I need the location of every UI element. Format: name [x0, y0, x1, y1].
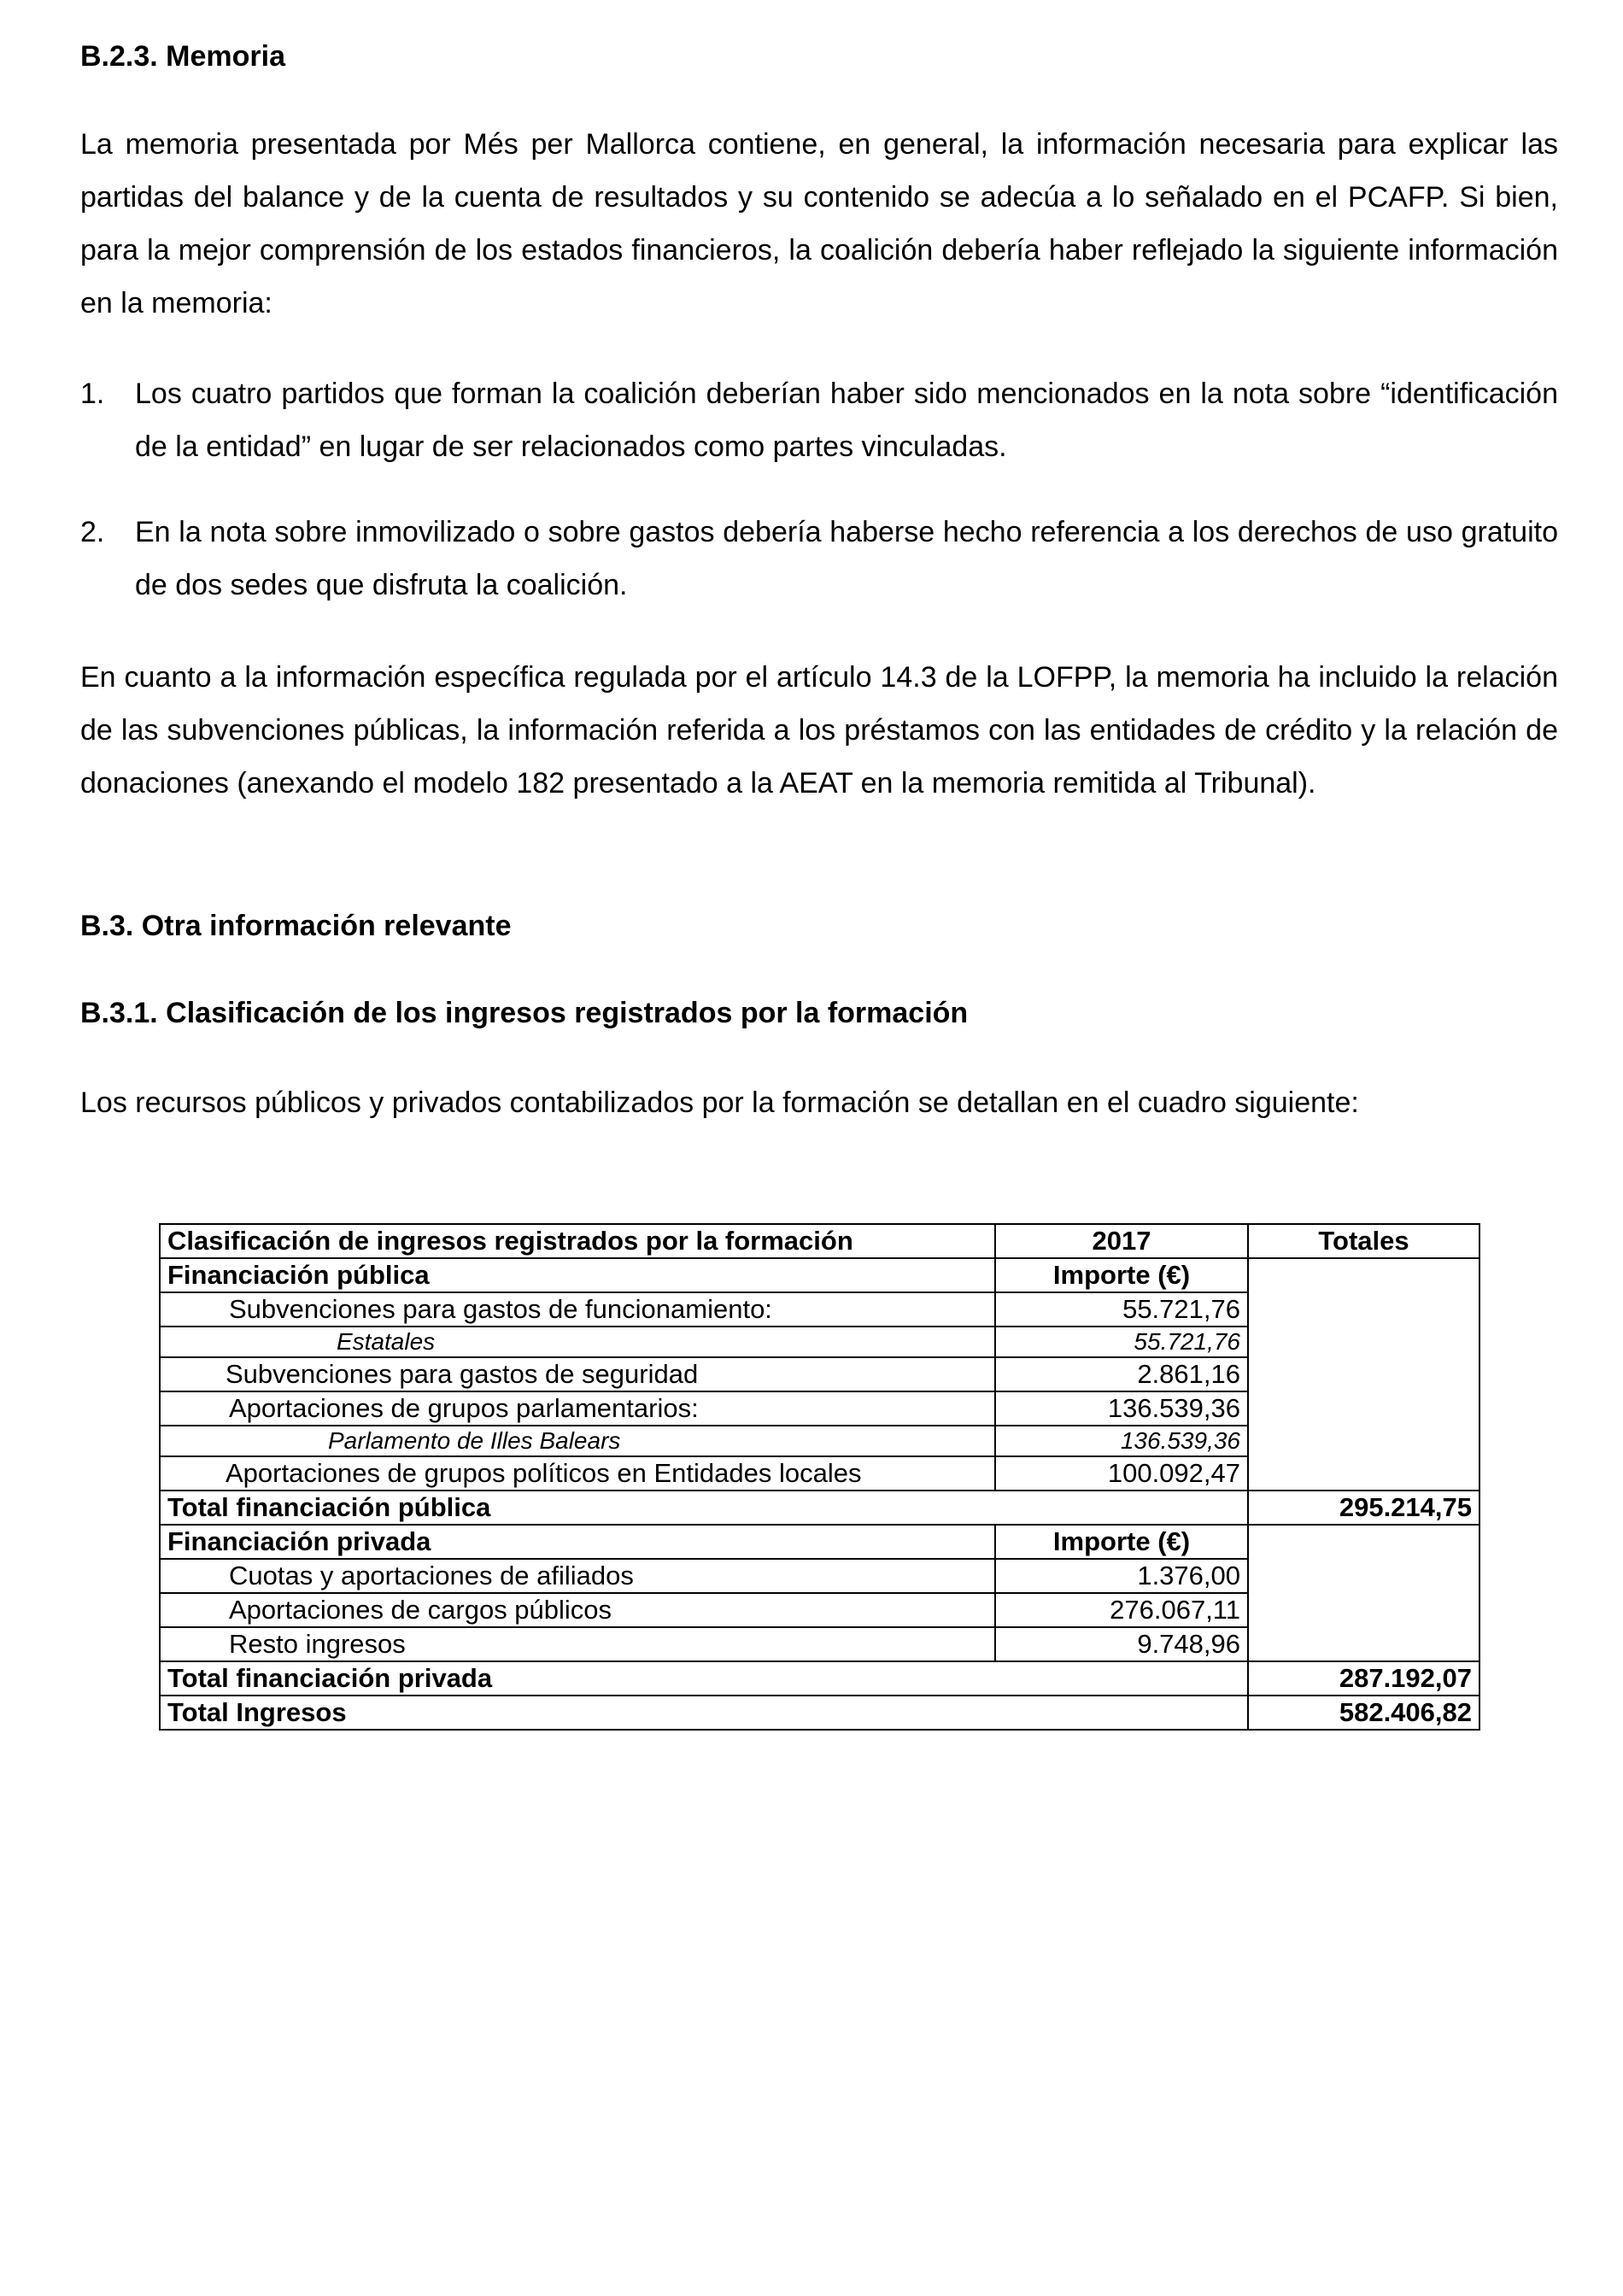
list-item-text: En la nota sobre inmovilizado o sobre gastos debería haberse hecho referencia a los derechos de uso gratuito de dos sedes que disfruta la coalición. [135, 516, 1558, 601]
row-value: 2.861,16 [995, 1357, 1248, 1391]
row-label: Subvenciones para gastos de funcionamiento: [160, 1292, 995, 1327]
amount-header-private: Importe (€) [995, 1525, 1248, 1559]
section-heading-other-info: B.3. Otra información relevante [80, 910, 512, 942]
grand-total-label: Total Ingresos [160, 1696, 1248, 1730]
row-label: Resto ingresos [160, 1627, 995, 1661]
total-value-public: 295.214,75 [1248, 1491, 1479, 1525]
total-value-private: 287.192,07 [1248, 1661, 1479, 1696]
amount-header-public: Importe (€) [995, 1258, 1248, 1292]
table-total-row-private [160, 1661, 1479, 1696]
row-value: 136.539,36 [995, 1426, 1248, 1456]
header-cell-classification: Clasificación de ingresos registrados por la formación [160, 1224, 995, 1258]
row-label: Subvenciones para gastos de seguridad [160, 1357, 995, 1391]
income-classification-table [159, 1223, 1480, 1731]
row-value: 55.721,76 [995, 1292, 1248, 1327]
table-total-row-public [160, 1491, 1479, 1525]
header-cell-year: 2017 [995, 1224, 1248, 1258]
list-item-number: 1. [80, 378, 105, 410]
section-heading-memoria: B.2.3. Memoria [80, 40, 285, 73]
row-value: 9.748,96 [995, 1627, 1248, 1661]
specific-info-paragraph: En cuanto a la información específica regulada por el artículo 14.3 de la LOFPP, la memoria ha incluido la relación de las subvenciones públicas, la información referida a los préstamos con las entidades de crédito y la relación de donaciones (anexando el modelo 182 presentado a la AEAT en la memoria remitida al Tribunal). [80, 661, 1558, 800]
row-label: Estatales [160, 1327, 995, 1357]
row-label: Cuotas y aportaciones de afiliados [160, 1559, 995, 1593]
row-value: 100.092,47 [995, 1456, 1248, 1491]
total-label-private: Total financiación privada [160, 1661, 1248, 1696]
row-value: 55.721,76 [995, 1327, 1248, 1357]
row-value: 1.376,00 [995, 1559, 1248, 1593]
grand-total-value: 582.406,82 [1248, 1696, 1479, 1730]
section-heading-income-classification: B.3.1. Clasificación de los ingresos registrados por la formación [80, 997, 969, 1029]
table-grand-total-row [160, 1696, 1479, 1730]
row-value: 136.539,36 [995, 1391, 1248, 1426]
section-label-public: Financiación pública [160, 1258, 995, 1292]
income-intro-paragraph: Los recursos públicos y privados contabilizados por la formación se detallan en el cuadro siguiente: [80, 1086, 1359, 1119]
header-cell-totals: Totales [1248, 1224, 1479, 1258]
row-label: Aportaciones de grupos parlamentarios: [160, 1391, 995, 1426]
row-label: Aportaciones de cargos públicos [160, 1593, 995, 1627]
list-item-text: Los cuatro partidos que forman la coalición deberían haber sido mencionados en la nota sobre “identificación de la entidad” en lugar de ser relacionados como partes vinculadas. [135, 378, 1558, 463]
section-label-private: Financiación privada [160, 1525, 995, 1559]
table-section-row-public [160, 1258, 1479, 1292]
row-label: Parlamento de Illes Balears [160, 1426, 995, 1456]
total-label-public: Total financiación pública [160, 1491, 1248, 1525]
totals-blank-cell [1248, 1258, 1479, 1491]
totals-blank-cell [1248, 1525, 1479, 1661]
table-header-row [160, 1224, 1479, 1258]
memoria-intro-paragraph: La memoria presentada por Més per Mallorca contiene, en general, la información necesaria para explicar las partidas del balance y de la cuenta de resultados y su contenido se adecúa a lo señalado en el PCAFP. Si bien, para la mejor comprensión de los estados financieros, la coalición debería haber reflejado la siguiente información en la memoria: [80, 128, 1558, 319]
table-section-row-private [160, 1525, 1479, 1559]
row-label: Aportaciones de grupos políticos en Entidades locales [160, 1456, 995, 1491]
row-value: 276.067,11 [995, 1593, 1248, 1627]
list-item-number: 2. [80, 516, 105, 548]
